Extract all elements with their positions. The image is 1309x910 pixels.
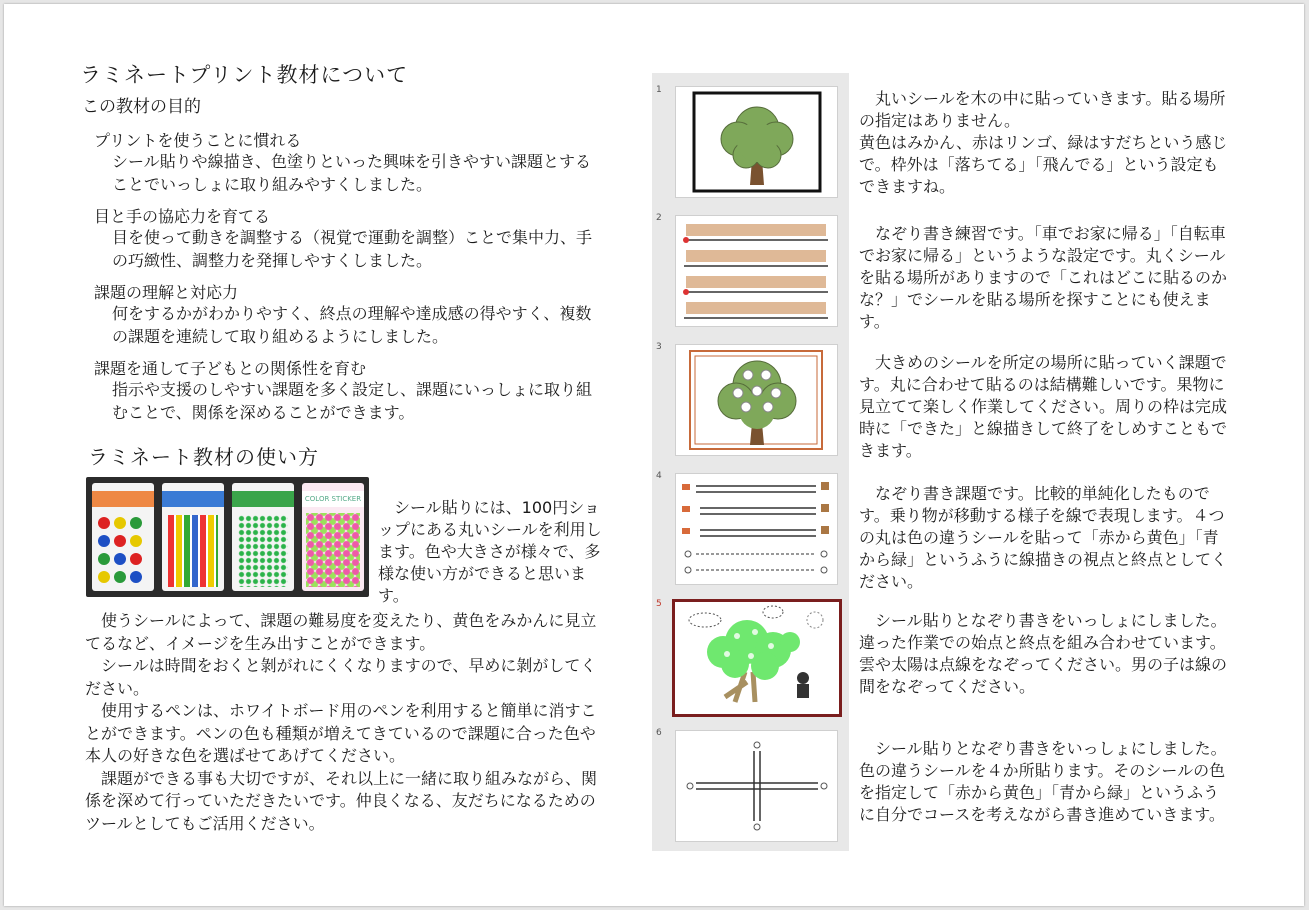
slide-number: 3 bbox=[656, 342, 662, 352]
tracing-lines-icon bbox=[676, 474, 837, 584]
slide-description: シール貼りとなぞり書きをいっしょにしました。違った作業での始点と終点を組み合わせています。雲や太陽は点線をなぞってください。男の子は線の間をなぞってください。 bbox=[859, 611, 1228, 696]
section-body: シール貼りや線描き、色塗りといった興味を引きやすい課題とすることでいっしょに取り組みやすくしました。 bbox=[112, 152, 592, 194]
cross-tracing-icon bbox=[676, 731, 837, 841]
section-heading: 目と手の協応力を育てる bbox=[94, 207, 271, 226]
usage-paragraph: 使うシールによって、課題の難易度を変えたり、黄色をみかんに見立てるなど、イメージを生み出すことができます。 bbox=[85, 611, 597, 653]
slide-description: なぞり書き練習です。「車でお家に帰る」「自転車でお家に帰る」というような設定です。丸くシールを貼る場所がありますので「これはどこに貼るのかな？」でシールを貼る場所を探すことにも使えます。 bbox=[859, 224, 1228, 331]
slide-number: 6 bbox=[656, 728, 662, 738]
tree-boy-icon bbox=[675, 602, 839, 714]
tree-with-circles-icon bbox=[676, 345, 837, 455]
usage-lead-text: シール貼りには、100円ショップにある丸いシールを利用します。色や大きさが様々で、多様な使い方ができると思います。 bbox=[378, 498, 602, 605]
sticker-pack bbox=[302, 483, 364, 591]
slide-description: 丸いシールを木の中に貼っていきます。貼る場所の指定はありません。 黄色はみかん、赤はリンゴ、緑はすだちという感じで。枠外は「落ちてる」「飛んでる」という設定もできますね。 bbox=[859, 89, 1228, 196]
slide-thumbnail-6[interactable] bbox=[675, 730, 838, 842]
slide-thumbnail-1[interactable] bbox=[675, 86, 838, 198]
usage-paragraph: シールは時間をおくと剝がれにくくなりますので、早めに剝がしてください。 bbox=[85, 656, 597, 698]
houses-road-icon bbox=[676, 216, 837, 326]
section-heading: 課題を通して子どもとの関係性を育む bbox=[94, 359, 367, 378]
slide-number: 2 bbox=[656, 213, 662, 223]
usage-heading: ラミネート教材の使い方 bbox=[88, 445, 319, 469]
section-body: 指示や支援のしやすい課題を多く設定し、課題にいっしょに取り組むことで、関係を深めることができます。 bbox=[112, 380, 593, 422]
pack-label: COLOR STICKER bbox=[302, 491, 364, 507]
slide-thumbnail-4[interactable] bbox=[675, 473, 838, 585]
slide-description: なぞり書き課題です。比較的単純化したものです。乗り物が移動する様子を線で表現します。４つの丸は色の違うシールを貼って「赤から黄色」「青から緑」というふうに線描きの視点と終点としてください。 bbox=[859, 484, 1228, 591]
section-body: 目を使って動きを調整する（視覚で運動を調整）ことで集中力、手の巧緻性、調整力を発揮しやすくしました。 bbox=[112, 228, 593, 270]
slide-description: 大きめのシールを所定の場所に貼っていく課題です。丸に合わせて貼るのは結構難しいです。果物に見立てて楽しく作業してください。周りの枠は完成時に「できた」と線描きして終了をしめすこともできます。 bbox=[859, 353, 1228, 460]
slide-description: シール貼りとなぞり書きをいっしょにしました。色の違うシールを４か所貼ります。そのシールの色を指定して「赤から黄色」「青から緑」というふうに自分でコースを考えながら書き進めていきます。 bbox=[859, 739, 1227, 824]
usage-paragraph: 使用するペンは、ホワイトボード用のペンを利用すると簡単に消すことができます。ペンの色も種類が増えてきているので課題に合った色や本人の好きな色を選ばせてあげてください。 bbox=[85, 701, 597, 765]
usage-body bbox=[85, 610, 607, 835]
document-page bbox=[4, 4, 1304, 906]
slide-thumbnail-3[interactable] bbox=[675, 344, 838, 456]
slide-thumbnail-5[interactable] bbox=[672, 599, 842, 717]
sticker-pack bbox=[92, 483, 154, 591]
tree-icon bbox=[676, 87, 837, 197]
section-body: 何をするかがわかりやすく、終点の理解や達成感の得やすく、複数の課題を連続して取り組めるようにしました。 bbox=[112, 304, 592, 346]
usage-paragraph: 課題ができる事も大切ですが、それ以上に一緒に取り組みながら、関係を深めて行っていただきたいです。仲良くなる、友だちになるためのツールとしてもご活用ください。 bbox=[85, 768, 598, 833]
sticker-pack bbox=[162, 483, 224, 591]
sticker-pack bbox=[232, 483, 294, 591]
purpose-heading: この教材の目的 bbox=[82, 97, 201, 117]
slide-number: 5 bbox=[656, 599, 662, 609]
page-title: ラミネートプリント教材について bbox=[80, 63, 409, 87]
sticker-photo bbox=[86, 477, 369, 597]
section-heading: 課題の理解と対応力 bbox=[94, 283, 239, 302]
section-heading: プリントを使うことに慣れる bbox=[94, 131, 302, 150]
slide-thumbnail-2[interactable] bbox=[675, 215, 838, 327]
slide-number: 1 bbox=[656, 85, 662, 95]
slide-number: 4 bbox=[656, 471, 662, 481]
